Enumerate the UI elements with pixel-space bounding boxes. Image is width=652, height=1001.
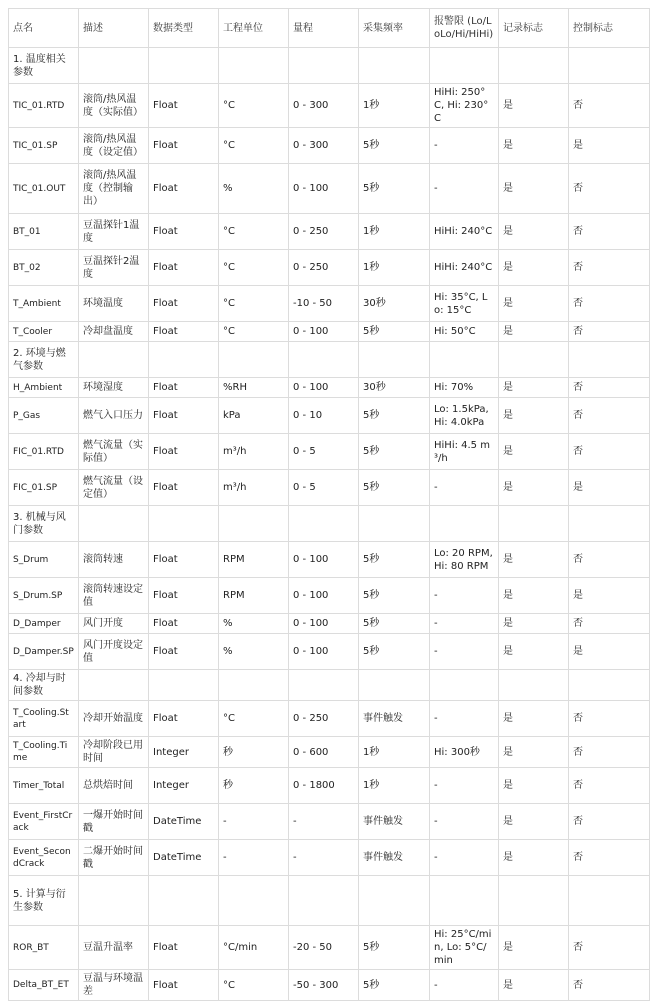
- empty-cell: [569, 506, 650, 542]
- table-row: [9, 542, 650, 578]
- empty-cell: [79, 342, 149, 378]
- control-flag-cell: 是: [569, 470, 650, 506]
- point-name-cell: T_Cooling.Time: [9, 737, 79, 768]
- point-name-cell: Timer_Total: [9, 768, 79, 804]
- control-flag-cell: 是: [569, 128, 650, 164]
- record-flag-cell: 是: [499, 970, 569, 1001]
- point-name-cell: ROR_BT: [9, 926, 79, 970]
- range-cell: 0 - 100: [289, 378, 359, 398]
- description-cell: 总烘焙时间: [79, 768, 149, 804]
- empty-cell: [149, 670, 219, 701]
- header-point-name: 点名: [9, 9, 79, 48]
- alarm-cell: Hi: 50°C: [430, 322, 499, 342]
- point-name-cell: T_Ambient: [9, 286, 79, 322]
- sample-rate-cell: 5秒: [359, 542, 430, 578]
- alarm-cell: Hi: 300秒: [430, 737, 499, 768]
- empty-cell: [359, 670, 430, 701]
- sample-rate-cell: 事件触发: [359, 840, 430, 876]
- section-title: 5. 计算与衍生参数: [9, 876, 79, 926]
- data-type-cell: Float: [149, 214, 219, 250]
- point-name-cell: BT_01: [9, 214, 79, 250]
- range-cell: 0 - 600: [289, 737, 359, 768]
- point-name-cell: P_Gas: [9, 398, 79, 434]
- description-cell: 燃气流量（设定值）: [79, 470, 149, 506]
- empty-cell: [430, 876, 499, 926]
- point-name-cell: TIC_01.RTD: [9, 84, 79, 128]
- header-record-flag: 记录标志: [499, 9, 569, 48]
- table-body: [9, 9, 650, 1001]
- data-type-cell: Float: [149, 926, 219, 970]
- record-flag-cell: 是: [499, 634, 569, 670]
- empty-cell: [359, 48, 430, 84]
- control-flag-cell: 否: [569, 434, 650, 470]
- record-flag-cell: 是: [499, 286, 569, 322]
- alarm-cell: Hi: 70%: [430, 378, 499, 398]
- record-flag-cell: 是: [499, 250, 569, 286]
- point-name-cell: S_Drum.SP: [9, 578, 79, 614]
- unit-cell: %: [219, 634, 289, 670]
- section-row: [9, 48, 650, 84]
- data-type-cell: Float: [149, 84, 219, 128]
- alarm-cell: -: [430, 614, 499, 634]
- record-flag-cell: 是: [499, 614, 569, 634]
- sample-rate-cell: 5秒: [359, 926, 430, 970]
- data-type-cell: Float: [149, 128, 219, 164]
- unit-cell: kPa: [219, 398, 289, 434]
- unit-cell: °C: [219, 214, 289, 250]
- record-flag-cell: 是: [499, 578, 569, 614]
- section-row: [9, 670, 650, 701]
- point-table: [8, 8, 650, 1001]
- empty-cell: [219, 48, 289, 84]
- point-name-cell: FIC_01.RTD: [9, 434, 79, 470]
- point-name-cell: T_Cooler: [9, 322, 79, 342]
- record-flag-cell: 是: [499, 926, 569, 970]
- section-title: 4. 冷却与时间参数: [9, 670, 79, 701]
- control-flag-cell: 否: [569, 926, 650, 970]
- header-unit: 工程单位: [219, 9, 289, 48]
- record-flag-cell: 是: [499, 378, 569, 398]
- control-flag-cell: 否: [569, 804, 650, 840]
- range-cell: 0 - 100: [289, 634, 359, 670]
- unit-cell: -: [219, 840, 289, 876]
- record-flag-cell: 是: [499, 737, 569, 768]
- unit-cell: °C: [219, 322, 289, 342]
- unit-cell: -: [219, 804, 289, 840]
- section-row: [9, 506, 650, 542]
- description-cell: 一爆开始时间戳: [79, 804, 149, 840]
- control-flag-cell: 否: [569, 398, 650, 434]
- table-row: [9, 434, 650, 470]
- description-cell: 燃气入口压力: [79, 398, 149, 434]
- record-flag-cell: 是: [499, 840, 569, 876]
- section-title: 1. 温度相关参数: [9, 48, 79, 84]
- point-name-cell: BT_02: [9, 250, 79, 286]
- control-flag-cell: 否: [569, 701, 650, 737]
- empty-cell: [79, 506, 149, 542]
- alarm-cell: Lo: 20 RPM, Hi: 80 RPM: [430, 542, 499, 578]
- range-cell: 0 - 250: [289, 250, 359, 286]
- point-name-cell: Delta_BT_ET: [9, 970, 79, 1001]
- control-flag-cell: 否: [569, 286, 650, 322]
- range-cell: 0 - 1800: [289, 768, 359, 804]
- data-type-cell: Float: [149, 614, 219, 634]
- alarm-cell: -: [430, 701, 499, 737]
- description-cell: 滚筒/热风温度（实际值）: [79, 84, 149, 128]
- record-flag-cell: 是: [499, 470, 569, 506]
- control-flag-cell: 是: [569, 634, 650, 670]
- unit-cell: °C: [219, 701, 289, 737]
- sample-rate-cell: 1秒: [359, 214, 430, 250]
- point-name-cell: S_Drum: [9, 542, 79, 578]
- table-row: [9, 322, 650, 342]
- control-flag-cell: 否: [569, 614, 650, 634]
- alarm-cell: -: [430, 804, 499, 840]
- control-flag-cell: 否: [569, 840, 650, 876]
- empty-cell: [219, 670, 289, 701]
- unit-cell: m³/h: [219, 470, 289, 506]
- record-flag-cell: 是: [499, 128, 569, 164]
- description-cell: 环境湿度: [79, 378, 149, 398]
- table-row: [9, 470, 650, 506]
- data-type-cell: Float: [149, 634, 219, 670]
- range-cell: -: [289, 840, 359, 876]
- alarm-cell: -: [430, 578, 499, 614]
- point-name-cell: FIC_01.SP: [9, 470, 79, 506]
- data-type-cell: Float: [149, 322, 219, 342]
- description-cell: 豆温探针2温度: [79, 250, 149, 286]
- range-cell: 0 - 100: [289, 614, 359, 634]
- control-flag-cell: 否: [569, 378, 650, 398]
- data-type-cell: Float: [149, 398, 219, 434]
- record-flag-cell: 是: [499, 84, 569, 128]
- empty-cell: [79, 48, 149, 84]
- empty-cell: [149, 48, 219, 84]
- range-cell: 0 - 5: [289, 470, 359, 506]
- alarm-cell: HiHi: 4.5 m³/h: [430, 434, 499, 470]
- control-flag-cell: 否: [569, 84, 650, 128]
- header-control-flag: 控制标志: [569, 9, 650, 48]
- empty-cell: [289, 876, 359, 926]
- table-row: [9, 398, 650, 434]
- point-name-cell: D_Damper: [9, 614, 79, 634]
- description-cell: 豆温升温率: [79, 926, 149, 970]
- table-row: [9, 634, 650, 670]
- data-type-cell: Float: [149, 578, 219, 614]
- record-flag-cell: 是: [499, 768, 569, 804]
- description-cell: 滚筒/热风温度（控制输出）: [79, 164, 149, 214]
- unit-cell: °C: [219, 84, 289, 128]
- record-flag-cell: 是: [499, 164, 569, 214]
- sample-rate-cell: 5秒: [359, 970, 430, 1001]
- empty-cell: [569, 876, 650, 926]
- empty-cell: [430, 670, 499, 701]
- point-name-cell: TIC_01.SP: [9, 128, 79, 164]
- control-flag-cell: 否: [569, 214, 650, 250]
- data-type-cell: Float: [149, 542, 219, 578]
- control-flag-cell: 否: [569, 542, 650, 578]
- description-cell: 冷却开始温度: [79, 701, 149, 737]
- data-type-cell: Float: [149, 434, 219, 470]
- control-flag-cell: 否: [569, 322, 650, 342]
- sample-rate-cell: 5秒: [359, 322, 430, 342]
- data-type-cell: DateTime: [149, 840, 219, 876]
- unit-cell: %RH: [219, 378, 289, 398]
- range-cell: 0 - 300: [289, 84, 359, 128]
- description-cell: 燃气流量（实际值）: [79, 434, 149, 470]
- table-row: [9, 970, 650, 1001]
- alarm-cell: -: [430, 128, 499, 164]
- sample-rate-cell: 5秒: [359, 614, 430, 634]
- description-cell: 豆温与环境温差: [79, 970, 149, 1001]
- empty-cell: [219, 506, 289, 542]
- header-sample-rate: 采集频率: [359, 9, 430, 48]
- empty-cell: [79, 670, 149, 701]
- unit-cell: °C: [219, 250, 289, 286]
- section-row: [9, 342, 650, 378]
- data-type-cell: Integer: [149, 737, 219, 768]
- empty-cell: [219, 876, 289, 926]
- header-data-type: 数据类型: [149, 9, 219, 48]
- description-cell: 滚筒转速设定值: [79, 578, 149, 614]
- alarm-cell: HiHi: 240°C: [430, 214, 499, 250]
- header-description: 描述: [79, 9, 149, 48]
- record-flag-cell: 是: [499, 322, 569, 342]
- alarm-cell: Hi: 35°C, Lo: 15°C: [430, 286, 499, 322]
- unit-cell: %: [219, 614, 289, 634]
- table-row: [9, 286, 650, 322]
- control-flag-cell: 否: [569, 737, 650, 768]
- sample-rate-cell: 5秒: [359, 128, 430, 164]
- range-cell: 0 - 100: [289, 322, 359, 342]
- table-row: [9, 840, 650, 876]
- range-cell: 0 - 100: [289, 578, 359, 614]
- empty-cell: [499, 342, 569, 378]
- alarm-cell: -: [430, 164, 499, 214]
- alarm-cell: -: [430, 970, 499, 1001]
- sample-rate-cell: 5秒: [359, 434, 430, 470]
- alarm-cell: -: [430, 840, 499, 876]
- table-row: [9, 214, 650, 250]
- point-name-cell: TIC_01.OUT: [9, 164, 79, 214]
- alarm-cell: HiHi: 250°C, Hi: 230°C: [430, 84, 499, 128]
- alarm-cell: Lo: 1.5kPa, Hi: 4.0kPa: [430, 398, 499, 434]
- header-range: 量程: [289, 9, 359, 48]
- point-name-cell: Event_FirstCrack: [9, 804, 79, 840]
- point-name-cell: T_Cooling.Start: [9, 701, 79, 737]
- range-cell: 0 - 300: [289, 128, 359, 164]
- unit-cell: 秒: [219, 768, 289, 804]
- control-flag-cell: 否: [569, 250, 650, 286]
- record-flag-cell: 是: [499, 542, 569, 578]
- empty-cell: [289, 506, 359, 542]
- data-type-cell: Float: [149, 286, 219, 322]
- control-flag-cell: 否: [569, 970, 650, 1001]
- description-cell: 滚筒转速: [79, 542, 149, 578]
- empty-cell: [430, 48, 499, 84]
- alarm-cell: -: [430, 470, 499, 506]
- table-row: [9, 378, 650, 398]
- header-alarm-limits: 报警限 (Lo/LoLo/Hi/HiHi): [430, 9, 499, 48]
- record-flag-cell: 是: [499, 804, 569, 840]
- empty-cell: [289, 48, 359, 84]
- table-row: [9, 926, 650, 970]
- empty-cell: [569, 48, 650, 84]
- range-cell: -20 - 50: [289, 926, 359, 970]
- sample-rate-cell: 5秒: [359, 634, 430, 670]
- range-cell: 0 - 100: [289, 542, 359, 578]
- data-type-cell: DateTime: [149, 804, 219, 840]
- unit-cell: °C: [219, 286, 289, 322]
- description-cell: 豆温探针1温度: [79, 214, 149, 250]
- table-row: [9, 701, 650, 737]
- unit-cell: 秒: [219, 737, 289, 768]
- range-cell: 0 - 10: [289, 398, 359, 434]
- section-row: [9, 876, 650, 926]
- alarm-cell: -: [430, 768, 499, 804]
- description-cell: 环境温度: [79, 286, 149, 322]
- unit-cell: °C: [219, 970, 289, 1001]
- empty-cell: [499, 506, 569, 542]
- data-type-cell: Float: [149, 378, 219, 398]
- table-row: [9, 737, 650, 768]
- empty-cell: [499, 876, 569, 926]
- sample-rate-cell: 1秒: [359, 250, 430, 286]
- sample-rate-cell: 事件触发: [359, 701, 430, 737]
- sample-rate-cell: 30秒: [359, 286, 430, 322]
- section-title: 2. 环境与燃气参数: [9, 342, 79, 378]
- empty-cell: [359, 876, 430, 926]
- empty-cell: [569, 342, 650, 378]
- table-row: [9, 768, 650, 804]
- table-row: [9, 84, 650, 128]
- sample-rate-cell: 5秒: [359, 398, 430, 434]
- empty-cell: [219, 342, 289, 378]
- range-cell: -: [289, 804, 359, 840]
- sample-rate-cell: 30秒: [359, 378, 430, 398]
- alarm-cell: Hi: 25°C/min, Lo: 5°C/min: [430, 926, 499, 970]
- control-flag-cell: 否: [569, 768, 650, 804]
- description-cell: 二爆开始时间戳: [79, 840, 149, 876]
- sample-rate-cell: 1秒: [359, 768, 430, 804]
- empty-cell: [569, 670, 650, 701]
- record-flag-cell: 是: [499, 434, 569, 470]
- description-cell: 风门开度设定值: [79, 634, 149, 670]
- header-row: [9, 9, 650, 48]
- sample-rate-cell: 事件触发: [359, 804, 430, 840]
- data-type-cell: Float: [149, 470, 219, 506]
- point-name-cell: H_Ambient: [9, 378, 79, 398]
- range-cell: 0 - 250: [289, 214, 359, 250]
- table-row: [9, 128, 650, 164]
- range-cell: 0 - 250: [289, 701, 359, 737]
- empty-cell: [149, 876, 219, 926]
- sample-rate-cell: 5秒: [359, 578, 430, 614]
- empty-cell: [149, 342, 219, 378]
- range-cell: -10 - 50: [289, 286, 359, 322]
- unit-cell: RPM: [219, 578, 289, 614]
- table-row: [9, 578, 650, 614]
- record-flag-cell: 是: [499, 701, 569, 737]
- empty-cell: [499, 48, 569, 84]
- data-type-cell: Integer: [149, 768, 219, 804]
- section-title: 3. 机械与风门参数: [9, 506, 79, 542]
- range-cell: 0 - 5: [289, 434, 359, 470]
- unit-cell: RPM: [219, 542, 289, 578]
- alarm-cell: -: [430, 634, 499, 670]
- unit-cell: m³/h: [219, 434, 289, 470]
- empty-cell: [79, 876, 149, 926]
- unit-cell: °C: [219, 128, 289, 164]
- description-cell: 滚筒/热风温度（设定值）: [79, 128, 149, 164]
- data-type-cell: Float: [149, 701, 219, 737]
- control-flag-cell: 是: [569, 578, 650, 614]
- description-cell: 冷却阶段已用时间: [79, 737, 149, 768]
- point-name-cell: D_Damper.SP: [9, 634, 79, 670]
- data-type-cell: Float: [149, 250, 219, 286]
- table-row: [9, 250, 650, 286]
- point-name-cell: Event_SecondCrack: [9, 840, 79, 876]
- description-cell: 风门开度: [79, 614, 149, 634]
- table-row: [9, 164, 650, 214]
- data-type-cell: Float: [149, 970, 219, 1001]
- empty-cell: [289, 342, 359, 378]
- table-row: [9, 804, 650, 840]
- unit-cell: °C/min: [219, 926, 289, 970]
- sample-rate-cell: 1秒: [359, 84, 430, 128]
- description-cell: 冷却盘温度: [79, 322, 149, 342]
- empty-cell: [430, 506, 499, 542]
- empty-cell: [149, 506, 219, 542]
- table-row: [9, 614, 650, 634]
- empty-cell: [289, 670, 359, 701]
- range-cell: 0 - 100: [289, 164, 359, 214]
- data-type-cell: Float: [149, 164, 219, 214]
- record-flag-cell: 是: [499, 398, 569, 434]
- empty-cell: [430, 342, 499, 378]
- empty-cell: [359, 342, 430, 378]
- range-cell: -50 - 300: [289, 970, 359, 1001]
- unit-cell: %: [219, 164, 289, 214]
- sample-rate-cell: 5秒: [359, 164, 430, 214]
- record-flag-cell: 是: [499, 214, 569, 250]
- sample-rate-cell: 5秒: [359, 470, 430, 506]
- empty-cell: [359, 506, 430, 542]
- sample-rate-cell: 1秒: [359, 737, 430, 768]
- empty-cell: [499, 670, 569, 701]
- control-flag-cell: 否: [569, 164, 650, 214]
- alarm-cell: HiHi: 240°C: [430, 250, 499, 286]
